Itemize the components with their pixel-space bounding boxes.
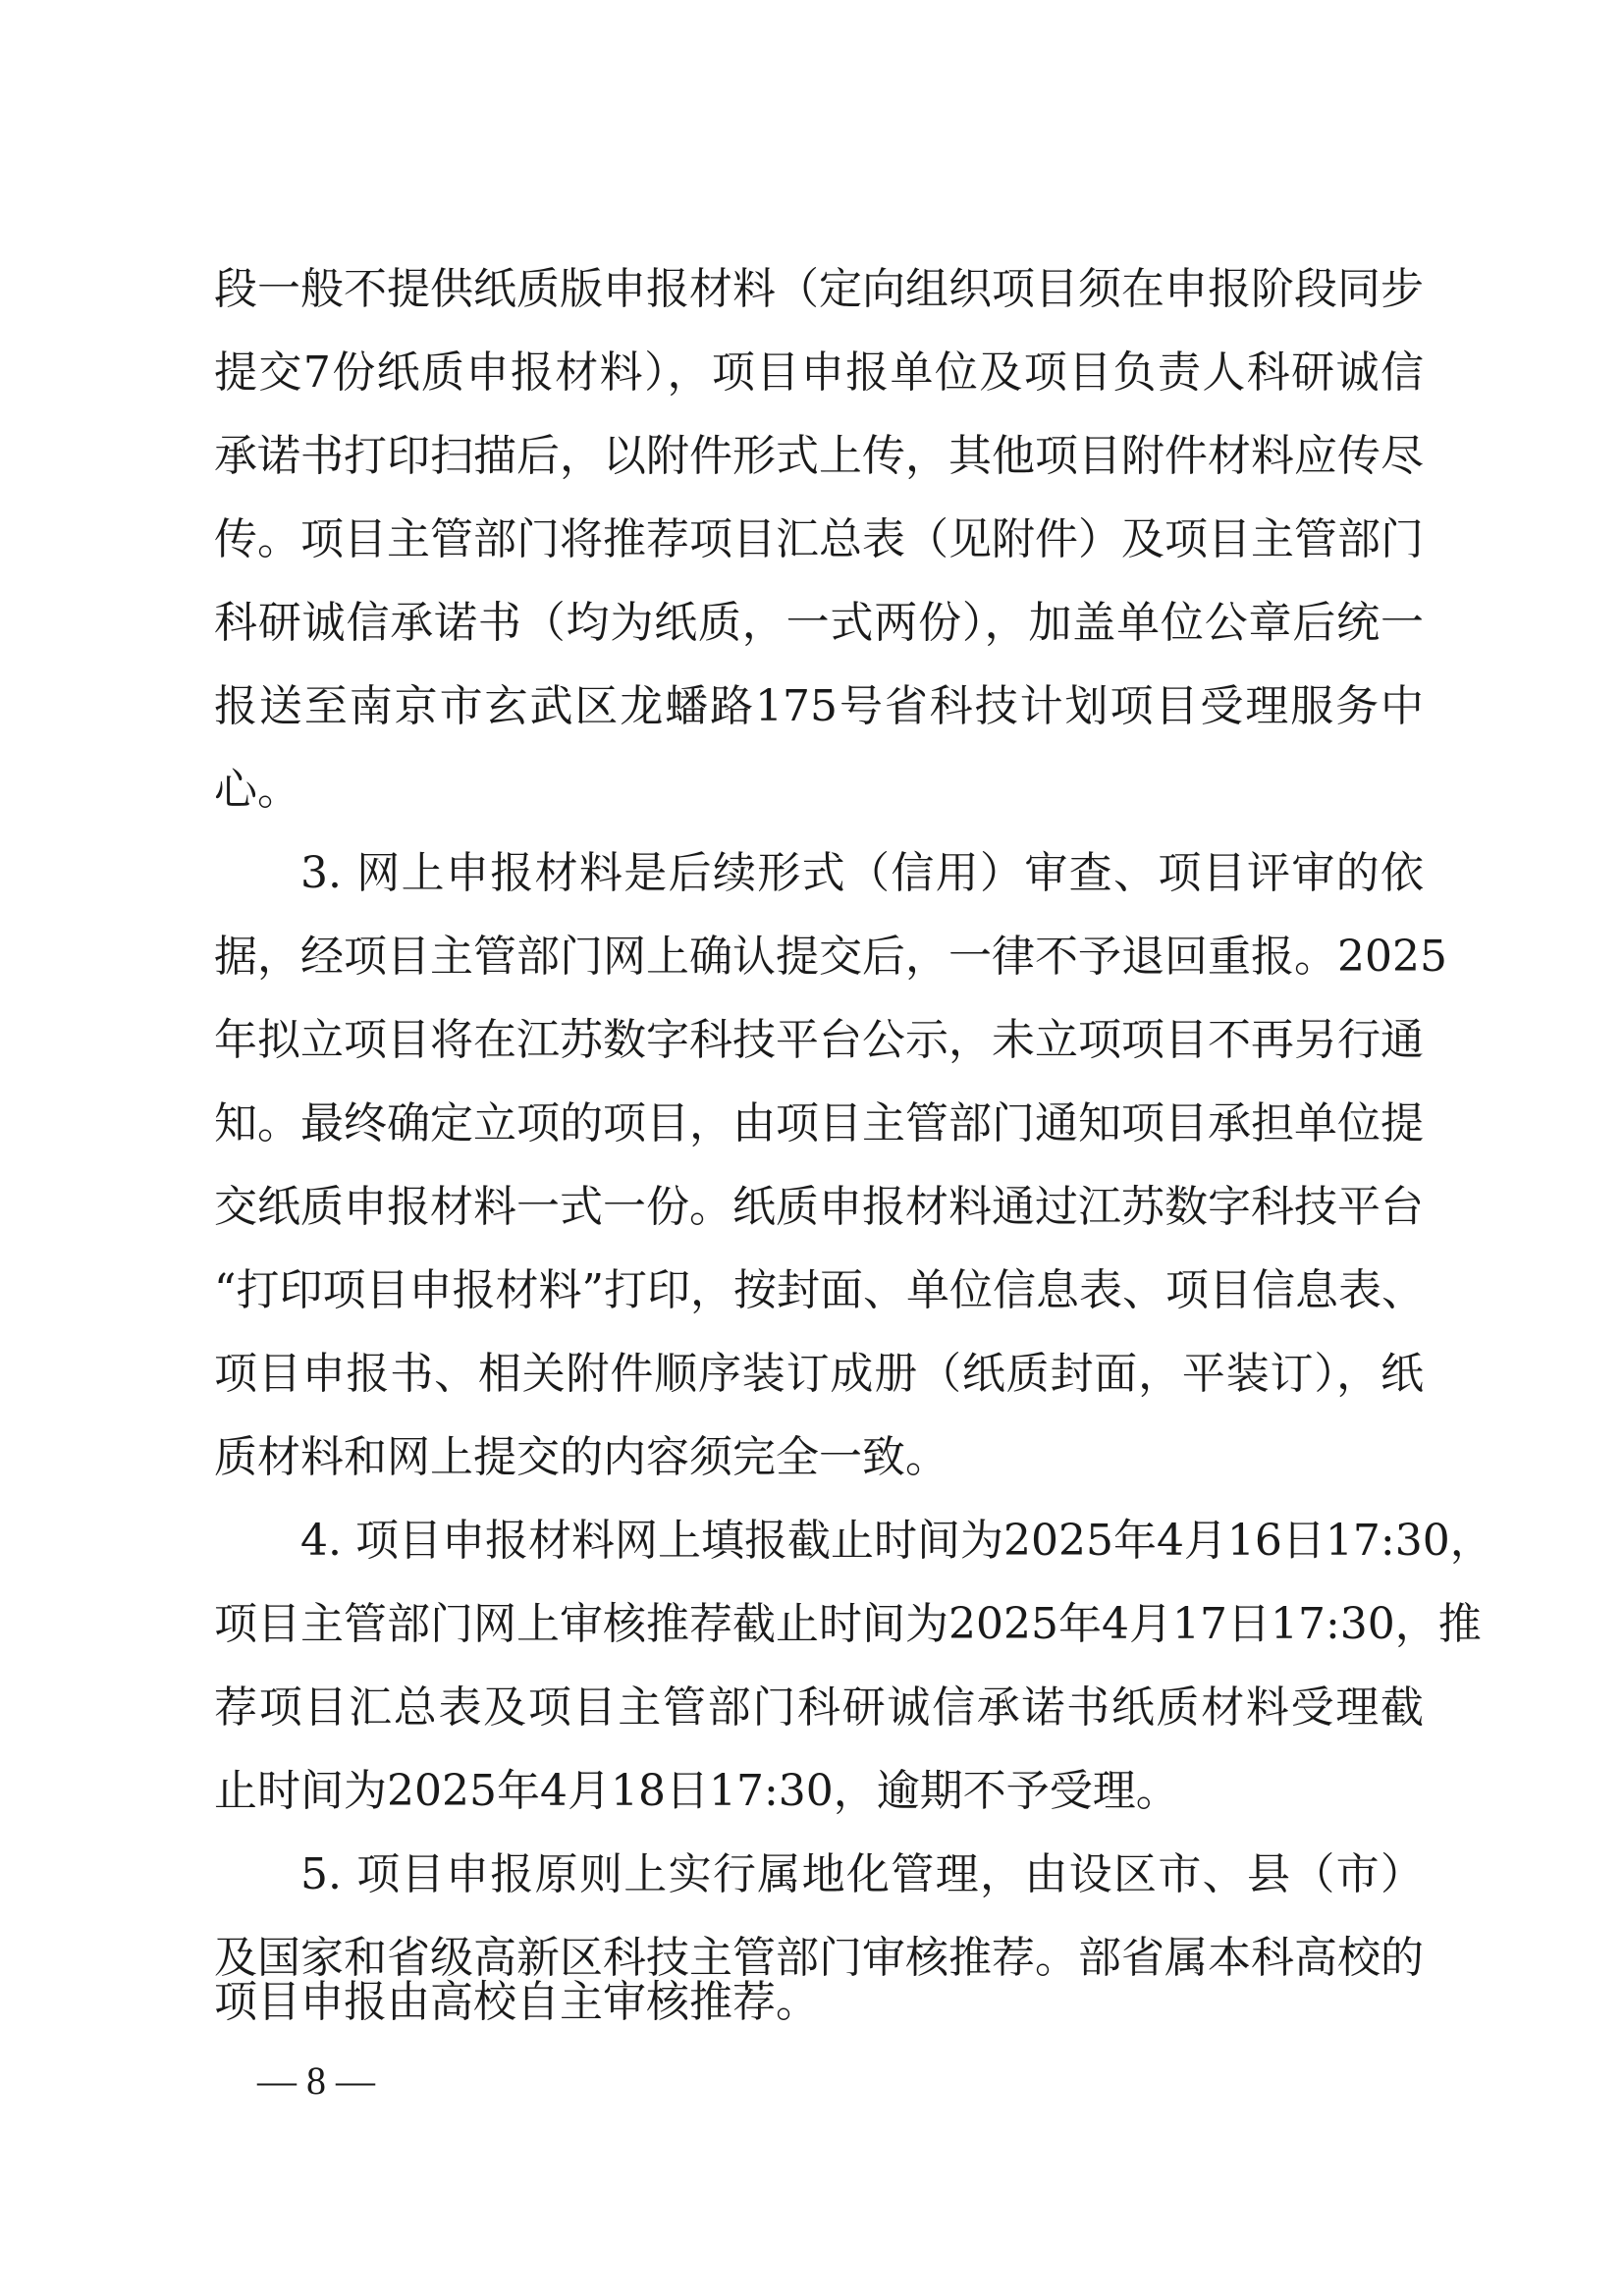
page-number: — 8 — <box>257 2058 375 2103</box>
paragraph-3-first-line: 3. 网上申报材料是后续形式（信用）审查、项目评审的依 <box>300 848 1424 898</box>
body-text-line: 提交7份纸质申报材料），项目申报单位及项目负责人科研诚信 <box>214 347 1424 398</box>
body-text-line: 交纸质申报材料一式一份。纸质申报材料通过江苏数字科技平台 <box>214 1182 1424 1232</box>
body-text-line: 年拟立项目将在江苏数字科技平台公示，未立项项目不再另行通 <box>214 1015 1424 1065</box>
body-text-line: 报送至南京市玄武区龙蟠路175号省科技计划项目受理服务中 <box>214 681 1424 731</box>
body-text-line: 荐项目汇总表及项目主管部门科研诚信承诺书纸质材料受理截 <box>214 1682 1424 1733</box>
body-text-line: 承诺书打印扫描后，以附件形式上传，其他项目附件材料应传尽 <box>214 431 1424 481</box>
body-text-line: 项目主管部门网上审核推荐截止时间为2025年4月17日17:30，推 <box>214 1599 1482 1649</box>
paragraph-4-first-line: 4. 项目申报材料网上填报截止时间为2025年4月16日17:30， <box>300 1516 1493 1566</box>
body-text-line: 据，经项目主管部门网上确认提交后，一律不予退回重报。2025 <box>214 932 1447 982</box>
body-text-line: 项目申报由高校自主审核推荐。 <box>214 1977 819 2027</box>
body-text-line: 科研诚信承诺书（均为纸质，一式两份），加盖单位公章后统一 <box>214 598 1424 648</box>
body-text-line: 及国家和省级高新区科技主管部门审核推荐。部省属本科高校的 <box>214 1933 1424 1983</box>
body-text-line: 项目申报书、相关附件顺序装订成册（纸质封面，平装订），纸 <box>214 1349 1424 1399</box>
body-text-line: 段一般不提供纸质版申报材料（定向组织项目须在申报阶段同步 <box>214 264 1424 314</box>
body-text-line: 止时间为2025年4月18日17:30，逾期不予受理。 <box>214 1766 1179 1816</box>
body-text-line: 心。 <box>214 765 300 815</box>
body-text-line: 质材料和网上提交的内容须完全一致。 <box>214 1432 948 1482</box>
body-text-line: “打印项目申报材料”打印，按封面、单位信息表、项目信息表、 <box>214 1265 1425 1315</box>
paragraph-5-first-line: 5. 项目申报原则上实行属地化管理，由设区市、县（市） <box>300 1849 1424 1899</box>
body-text-line: 知。最终确定立项的项目，由项目主管部门通知项目承担单位提 <box>214 1098 1424 1148</box>
body-text-line: 传。项目主管部门将推荐项目汇总表（见附件）及项目主管部门 <box>214 514 1424 564</box>
